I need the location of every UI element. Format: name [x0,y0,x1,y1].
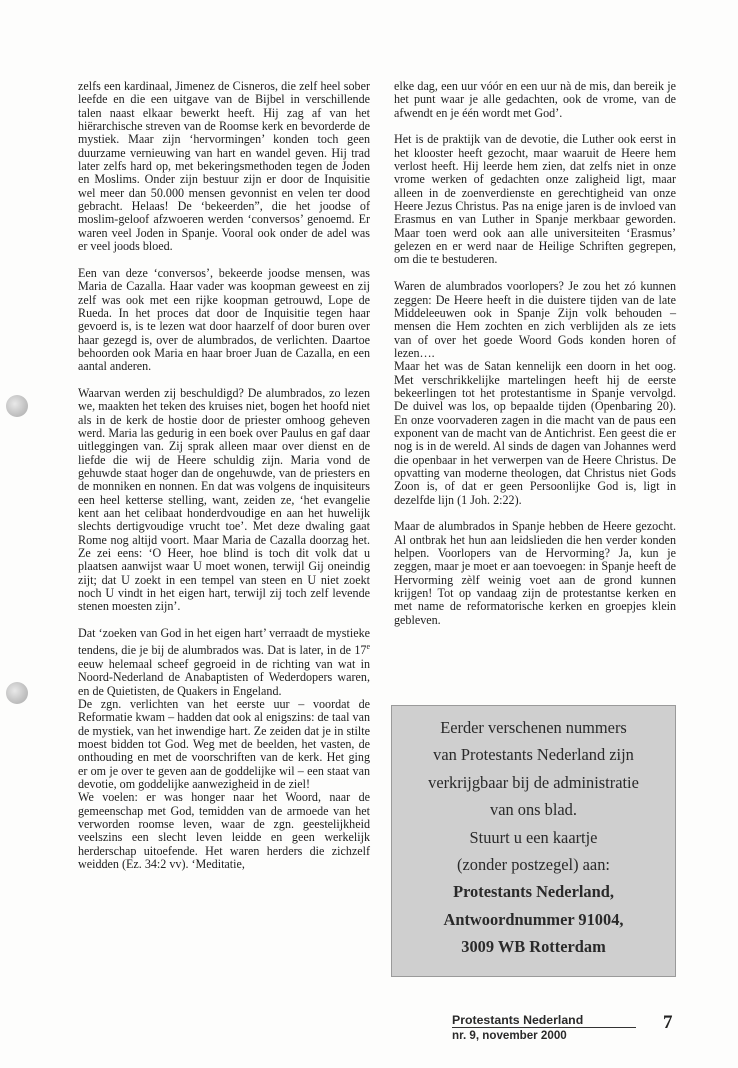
paragraph: Maar het was de Satan kennelijk een doorn in het oog. Met verschrikkelijke martelingen heeft hij de eerste bekeerlingen tot het protestantisme in Spanje vervolgd. De duivel was los, op bepaalde tijden (Openbaring 20). En onze voorvaderen zagen in die macht van de paus een exponent van de macht van de Antichrist. Een geest die er nog is in de wereld. Al sinds de dagen van Johannes werd die openbaar in het verwerpen van de Heere Christus. De opvatting van moderne theologen, dat Christus niet Gods Zoon is, of dat er geen Persoonlijke God is, ligt in dezelfde lijn (1 Joh. 2:22). [394,359,676,507]
paragraph: Waarvan werden zij beschuldigd? De alumbrados, zo lezen we, maakten het teken des kruises niet, bogen het hoofd niet als in de kerk de hostie door de priester omhoog geheven werd. Maria las gedurig in een boek over Paulus en gaf daar uitleggingen van. Zij sprak alleen maar over dienst en de liefde die wij de Heere schuldig zijn. Maria vond de gehuwde staat hoger dan de ongehuwde, van de priesters en de monniken en nonnen. En dat was volgens de inquisiteurs een heel ketterse stelling, want, zeiden ze, ‘het evangelie kent aan het celibaat honderdvoudige en aan het huwelijk slechts dertigvoudige vrucht toe’. Met deze dwaling gaat Rome nog altijd voort. Maar Maria de Cazalla doorzag het. Ze zei eens: ‘O Heer, hoe blind is toch dit volk dat u plaatsen aanwijst waar U moet wonen, terwijl Gij oneindig zijt; dat U zoekt in een tempel van steen en U niet zoekt noch U vindt in het eigen hart, terwijl zij toch zelf levende stenen moesten zijn’. [78,385,370,614]
paragraph-text: Dat ‘zoeken van God in het eigen hart’ verraadt de mystieke tendens, die je bij de alumbrados was. Dat is later, in de 17 [78,626,370,658]
address-line: Antwoordnummer 91004, [443,909,624,929]
page-number: 7 [663,1012,673,1033]
paragraph: Het is de praktijk van de devotie, die Luther ook eerst in het klooster heeft gezocht, maar waaruit de Heere hem verlost heeft. Hij leerde hem zien, dat zelfs niet in onze vrome werken of gedachten onze zaligheid ligt, maar alleen in de zoenverdienste en gerechtigheid van onze Heere Jezus Christus. Pas na enige jaren is de invloed van Erasmus en van Luther in Spanje merkbaar geworden. Maar toen werd ook aan alle universiteiten ‘Erasmus’ gelezen en er werd naar de Heilige Schriften gegrepen, om die te bestuderen. [394,132,676,267]
address-line: Protestants Nederland, [453,882,614,902]
paragraph: De zgn. verlichten van het eerste uur – voordat de Reformatie kwam – hadden dat ook al enigszins: de taal van de mystiek, van het inwendige hart. Ze zeiden dat je in stilte moest bidden tot God. Weg met de beelden, het vasten, de onthouding en met de voorschriften van de kerk. Het ging er om je over te geven aan de goddelijke wil – een staat van devotie, om goddelijke aanwezigheid in de ziel! [78,696,370,791]
paragraph: zelfs een kardinaal, Jimenez de Cisneros, die zelf heel sober leefde en die een uitgave van de Bijbel in verschillende talen naast elkaar bewerkt heeft. Hij zag af van het hiërarchische streven van de Roomse kerk en bevorderde de mystiek. Maar zijn ‘hervormingen’ konden toch geen duurzame vernieuwing van hart en wandel geven. Hij trad later zelfs hard op, met bekeringsmethoden tegen de Joden en Moslims. Onder zijn bestuur zijn er door de Inquisitie wel meer dan 50.000 mensen gevonnist en velen ter dood gebracht. Helaas! De ‘bekeerden”, die het joodse of moslim-geloof afzwoeren werden ‘conversos’ genoemd. Er waren veel Joden in Spanje. Vooral ook onder de adel was er veel joods bloed. [78,79,370,254]
footer-issue: nr. 9, november 2000 [452,1029,567,1042]
superscript: e [366,642,370,652]
notice-text [392,714,675,961]
paragraph-text: eeuw helemaal scheef gegroeid in de richting van wat in Noord-Nederland de Anabaptisten of Wederdopers waren, en de Quietisten, de Quakers in Engeland. [78,656,370,698]
notice-line: van ons blad. [490,800,577,820]
footer-publication: Protestants Nederland [452,1013,584,1027]
punch-hole-top [6,395,28,417]
paragraph: elke dag, een uur vóór en een uur nà de mis, dan bereik je het punt waar je alle gedachten, ook de vrome, van de afwendt en je één wordt met God’. [394,79,676,120]
right-column [394,80,676,640]
notice-line: Stuurt u een kaartje [469,827,598,847]
address-line: 3009 WB Rotterdam [461,937,606,957]
punch-hole-bottom [6,682,28,704]
paragraph: Een van deze ‘conversos’, bekeerde joodse mensen, was Maria de Cazalla. Haar vader was koopman geweest en zij zelf was ook met een rijke koopman getrouwd, Lope de Rueda. In het proces dat door de Inquisitie tegen haar gevoerd is, is te lezen wat door haarzelf of door buren over haar gezegd is, over de alumbrados, de verlichten. Daartoe behoorden ook Maria en haar broer Juan de Cazalla, en een aantal anderen. [78,265,370,374]
back-issues-notice-box [391,705,676,977]
notice-line: (zonder postzegel) aan: [457,855,610,875]
left-column [78,80,370,871]
notice-line: van Protestants Nederland zijn [433,745,634,765]
paragraph: We voelen: er was honger naar het Woord, naar de gemeenschap met God, temidden van de armoede van het verworden roomse leven, waar de zgn. geestelijkheid veelszins een slecht leven leidde en geen werkelijk herderschap uitoefende. Het waren herders die zichzelf weidden (Ez. 34:2 vv). ‘Meditatie, [78,790,370,871]
paragraph: Maar de alumbrados in Spanje hebben de Heere gezocht. Al ontbrak het hun aan leidslieden die hen verder konden helpen. Voorlopers van de Hervorming? Ja, kun je zeggen, maar je moet er aan toevoegen: in Spanje heeft de Hervorming zèlf weinig voet aan de grond kunnen krijgen! Tot op vandaag zijn de protestantse kerken en met name de reformatorische kerken en groepjes klein gebleven. [394,519,676,627]
footer-rule [452,1027,636,1028]
notice-line: Eerder verschenen nummers [440,718,627,737]
paragraph [78,627,370,698]
notice-line: verkrijgbaar bij de administratie [428,772,639,792]
paragraph: Waren de alumbrados voorlopers? Je zou het zó kunnen zeggen: De Heere heeft in die duistere tijden van de late Middeleeuwen ook in Spanje Zijn volk behouden – mensen die Hem zochten en zich verblijden als ze iets van of over het goede Woord Gods konden horen of lezen…. [394,279,676,360]
